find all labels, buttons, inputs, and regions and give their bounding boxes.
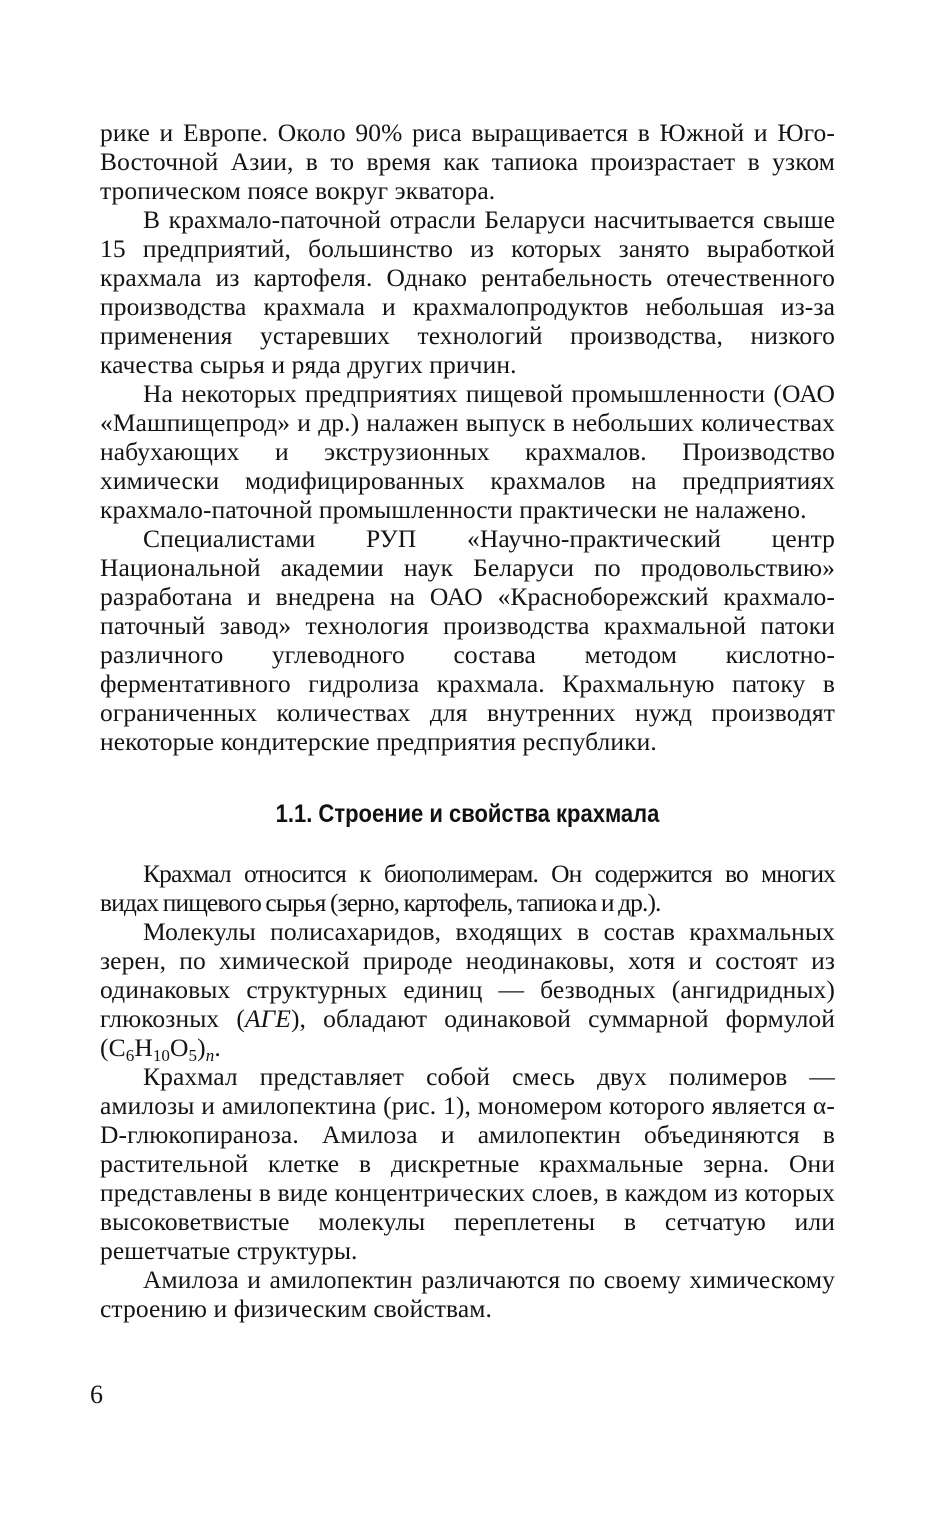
polysaccharides-text: Молекулы полисахаридов, входящих в состав крахмальных зерен, по химической природе неодинаковы, хотя и состоят из одинаковых структурных единиц — безводных (ангидридных) глюкозных (: [100, 917, 835, 1033]
chemical-formula: $(C_6H_{10}O_5)_n$.: [100, 1033, 221, 1065]
paragraph-starch-mixture: Крахмал представляет собой смесь двух полимеров — амилозы и амилопектина (рис. 1), мономером которого является α-D-глюкопираноза. Амилоза и амилопектин объединяются в растительной клетке в дискретные крахмальные зерна. Они представлены в виде концентрических слоев, в каждом из которых высоковетвистые молекулы переплетены в сетчатую или решетчатые структуры.: [100, 1062, 835, 1265]
paragraph-starch-biopolymer: Крахмал относится к биополимерам. Он содержится во многих видах пищевого сырья (зерно, картофель, тапиока и др.).: [100, 859, 835, 917]
paragraph-specialists: Специалистами РУП «Научно-практический центр Национальной академии наук Беларуси по продовольствию» разработана и внедрена на ОАО «Красноборежский крахмало-паточный завод» технология производства крахмальной патоки различного углеводного состава методом кислотно-ферментативного гидролиза крахмала. Крахмальную патоку в ограниченных количествах для внутренних нужд производят некоторые кондитерские предприятия республики.: [100, 524, 835, 756]
paragraph-industry-belarus: В крахмало-паточной отрасли Беларуси насчитывается свыше 15 предприятий, большинство из которых занято выработкой крахмала из картофеля. Однако рентабельность отечественного производства крахмала и крахмалопродуктов небольшая из-за применения устаревших технологий производства, низкого качества сырья и ряда других причин.: [100, 205, 835, 379]
paragraph-continuation: рике и Европе. Около 90% риса выращивается в Южной и Юго-Восточной Азии, в то время как тапиока произрастает в узком тропическом поясе вокруг экватора.: [100, 118, 835, 205]
page-number: 6: [90, 1380, 103, 1409]
paragraph-amylose-difference: Амилоза и амилопектин различаются по своему химическому строению и физическим свойствам.: [100, 1265, 835, 1323]
page-body: [100, 118, 835, 1323]
age-abbreviation: АГЕ: [244, 1004, 291, 1033]
paragraph-food-enterprises: На некоторых предприятиях пищевой промышленности (ОАО «Машпищепрод» и др.) налажен выпуск в небольших количествах набухающих и экструзионных крахмалов. Производство химически модифицированных крахмалов на предприятиях крахмало-паточной промышленности практически не налажено.: [100, 379, 835, 524]
polysaccharides-text-2: ), обладают одинаковой суммарной формулой: [290, 1004, 835, 1033]
section-heading: 1.1. Строение и свойства крахмала: [275, 800, 660, 828]
paragraph-polysaccharides: [100, 917, 835, 1065]
